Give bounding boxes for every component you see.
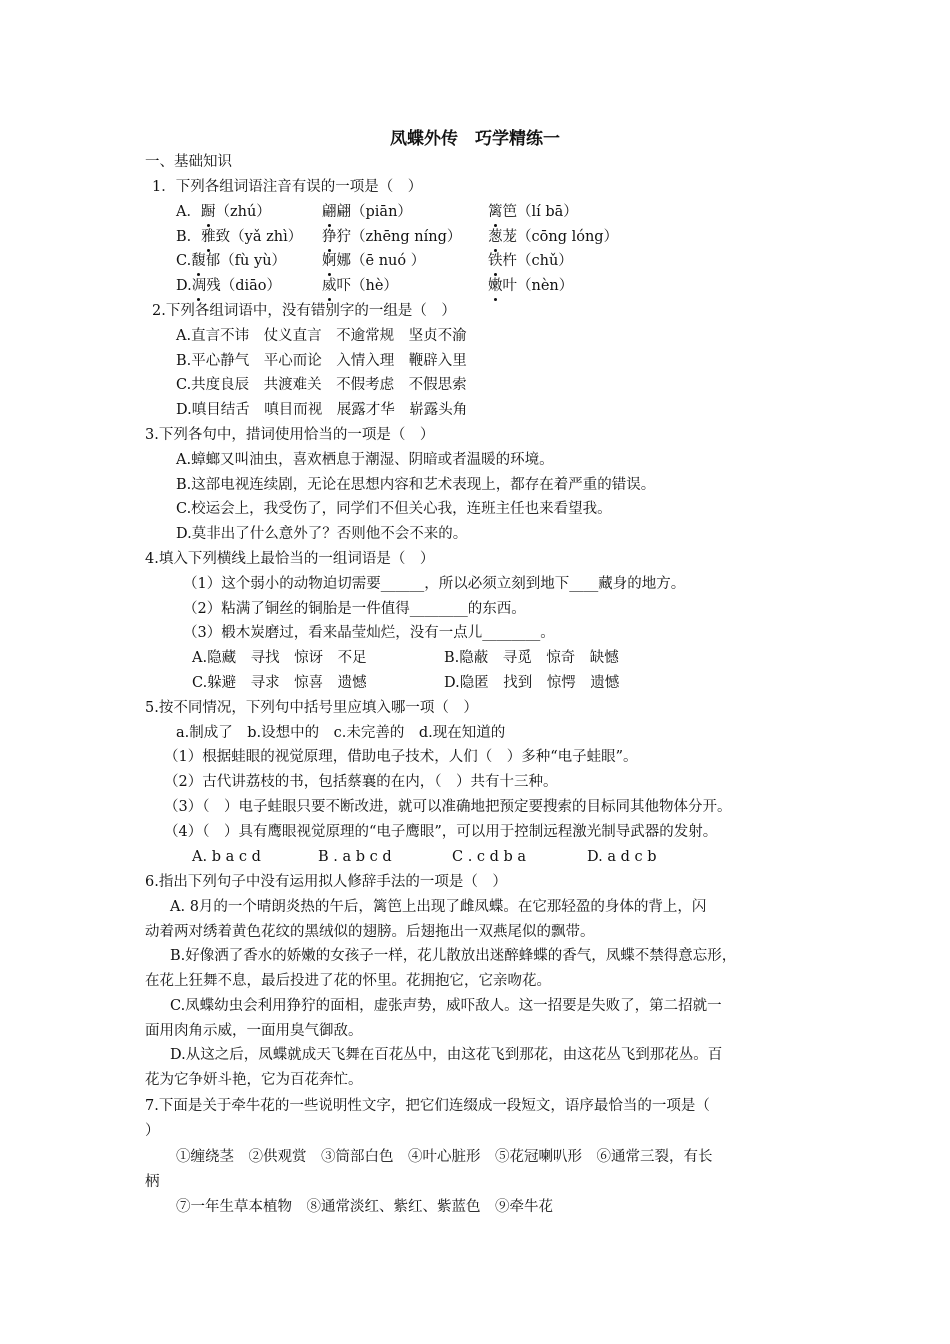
dotted-char: 威	[322, 278, 337, 294]
q6-option-c-line2: 面用肉角示威，一面用臭气御敌。	[145, 1023, 363, 1039]
q5-answer-a: A. b a c d	[192, 849, 261, 865]
dotted-char: 婀	[322, 253, 337, 269]
q5-answer-b: B . a b c d	[318, 849, 392, 865]
pinyin-text: 翩（piān）	[336, 204, 412, 220]
pinyin-text: 茏（cōng lóng）	[502, 229, 619, 245]
q7-stem: 7.下面是关于牵牛花的一些说明性文字，把它们连缀成一段短文，语序最恰当的一项是（	[145, 1098, 710, 1114]
q1-option-a-3	[488, 202, 578, 222]
q5-item-1: （1）根据蛙眼的视觉原理，借助电子技术，人们（ ）多种“电子蛙眼”。	[164, 749, 638, 765]
q1-option-b-3	[488, 227, 618, 247]
q5-item-2: （2）古代讲荔枝的书，包括蔡襄的在内，（ ）共有十三种。	[164, 774, 558, 790]
q4-option-c: C.躲避 寻求 惊喜 遗憾	[192, 675, 367, 691]
q5-item-3: （3）（ ）电子蛙眼只要不断改进，就可以准确地把预定要搜索的目标同其他物体分开。	[164, 799, 732, 815]
q3-option-c: C.校运会上，我受伤了，同学们不但关心我，连班主任也来看望我。	[176, 501, 612, 517]
pinyin-text: （zhú）	[215, 204, 271, 220]
q2-option-d: D.嗔目结舌 嗔目而视 展露才华 崭露头角	[176, 402, 468, 418]
q1-option-b-2	[322, 227, 461, 247]
q4-option-d: D.隐匿 找到 惊愕 遗憾	[444, 675, 620, 691]
q5-answer-d: D. a d c b	[587, 849, 657, 865]
dotted-char: 翩	[322, 204, 337, 220]
q1-option-a-1	[176, 202, 271, 222]
q6-option-a-line2: 动着两对绣着黄色花纹的黑绒似的翅膀。后翅拖出一双燕尾似的飘带。	[145, 924, 595, 940]
q1-option-b-1	[176, 227, 302, 247]
q1-option-c-1	[176, 251, 286, 271]
q4-option-b: B.隐蔽 寻觅 惊奇 缺憾	[444, 650, 619, 666]
dotted-char: 嫩	[488, 278, 503, 294]
q1-option-a-2	[322, 202, 412, 222]
dotted-char: 铁	[488, 253, 503, 269]
option-letter: C.	[176, 253, 192, 269]
pinyin-text: 郁（fù yù）	[205, 253, 287, 269]
q6-option-b-line1: B.好像洒了香水的娇嫩的女孩子一样，花儿散放出迷醉蜂蝶的香气，凤蝶不禁得意忘形，	[170, 948, 737, 964]
q7-list-line3: ⑦一年生草本植物 ⑧通常淡红、紫红、紫蓝色 ⑨牵牛花	[176, 1199, 553, 1215]
q1-option-d-2	[322, 276, 398, 296]
q2-option-a: A.直言不讳 仗义直言 不逾常规 坚贞不渝	[176, 328, 467, 344]
q7-list-line1: ①缠绕茎 ②供观赏 ③筒部白色 ④叶心脏形 ⑤花冠喇叭形 ⑥通常三裂，有长	[176, 1149, 713, 1165]
page-title: 凤蝶外传 巧学精练一	[390, 129, 560, 149]
q4-item-2: （2）粘满了铜丝的铜胎是一件值得________的东西。	[183, 601, 526, 617]
q4-item-3: （3）椴木炭磨过，看来晶莹灿烂，没有一点儿________。	[183, 625, 555, 641]
dotted-char: 雅	[201, 229, 216, 245]
q1-option-d-1	[176, 276, 281, 296]
q6-option-a-line1: A. 8月的一个晴朗炎热的午后，篱笆上出现了雌凤蝶。在它那轻盈的身体的背上，闪	[170, 899, 707, 915]
q3-option-a: A.蟑螂又叫油虫，喜欢栖息于潮湿、阴暗或者温暖的环境。	[176, 452, 554, 468]
q1-option-c-2	[322, 251, 425, 271]
q7-list-line2: 柄	[145, 1174, 160, 1190]
q2-stem: 2.下列各组词语中，没有错别字的一组是（ ）	[152, 303, 456, 319]
pinyin-text: 残（diāo）	[206, 278, 282, 294]
q6-stem: 6.指出下列句子中没有运用拟人修辞手法的一项是（ ）	[145, 874, 507, 890]
pinyin-text: 杵（chǔ）	[502, 253, 573, 269]
dotted-char: 蹰	[200, 204, 216, 220]
pinyin-text: 娜（ē nuó ）	[336, 253, 426, 269]
q1-stem: 1．下列各组词语注音有误的一项是（ ）	[152, 179, 423, 195]
q7-stem-cont: ）	[145, 1123, 160, 1139]
dotted-char: 葱	[488, 229, 503, 245]
q5-choices: a.制成了 b.设想中的 c.未完善的 d.现在知道的	[176, 725, 506, 741]
q5-item-4: （4）（ ）具有鹰眼视觉原理的“电子鹰眼”，可以用于控制远程激光制导武器的发射。	[164, 824, 718, 840]
dotted-char: 凋	[191, 278, 207, 294]
q1-option-d-3	[488, 276, 573, 296]
q3-stem: 3.下列各句中，措词使用恰当的一项是（ ）	[145, 427, 435, 443]
q5-stem: 5.按不同情况，下列句中括号里应填入哪一项（ ）	[145, 700, 478, 716]
q5-answer-c: C . c d b a	[452, 849, 527, 865]
pinyin-text: 吓（hè）	[336, 278, 398, 294]
q1-option-c-3	[488, 251, 573, 271]
q2-option-b: B.平心静气 平心而论 入情入理 鞭辟入里	[176, 353, 467, 369]
q3-option-b: B.这部电视连续剧，无论在思想内容和艺术表现上，都存在着严重的错误。	[176, 477, 656, 493]
section-heading: 一、基础知识	[145, 154, 232, 170]
pinyin-text: 狞（zhēng níng）	[336, 229, 462, 245]
option-letter: B．	[176, 229, 202, 245]
dotted-char: 狰	[322, 229, 337, 245]
option-letter: A．	[176, 204, 201, 220]
q3-option-d: D.莫非出了什么意外了？否则他不会不来的。	[176, 526, 468, 542]
q6-option-d-line1: D.从这之后，凤蝶就成天飞舞在百花丛中，由这花飞到那花，由这花丛飞到那花丛。百	[170, 1047, 723, 1063]
q2-option-c: C.共度良辰 共渡难关 不假考虑 不假思索	[176, 377, 467, 393]
q6-option-d-line2: 花为它争妍斗艳，它为百花奔忙。	[145, 1072, 363, 1088]
pinyin-text: 致（yǎ zhì）	[215, 229, 303, 245]
pinyin-text: 笆（lí bā）	[502, 204, 578, 220]
q6-option-c-line1: C.凤蝶幼虫会利用狰狞的面相，虚张声势，威吓敌人。这一招要是失败了，第二招就一	[170, 998, 722, 1014]
option-letter: D.	[176, 278, 192, 294]
q6-option-b-line2: 在花上狂舞不息，最后投进了花的怀里。花拥抱它，它亲吻花。	[145, 973, 551, 989]
q4-option-a: A.隐藏 寻找 惊讶 不足	[192, 650, 367, 666]
dotted-char: 馥	[191, 253, 206, 269]
q4-stem: 4.填入下列横线上最恰当的一组词语是（ ）	[145, 551, 435, 567]
q4-item-1: （1）这个弱小的动物迫切需要______，所以必须立刻到地下____藏身的地方。	[183, 576, 686, 592]
pinyin-text: 叶（nèn）	[502, 278, 574, 294]
dotted-char: 篱	[488, 204, 503, 220]
